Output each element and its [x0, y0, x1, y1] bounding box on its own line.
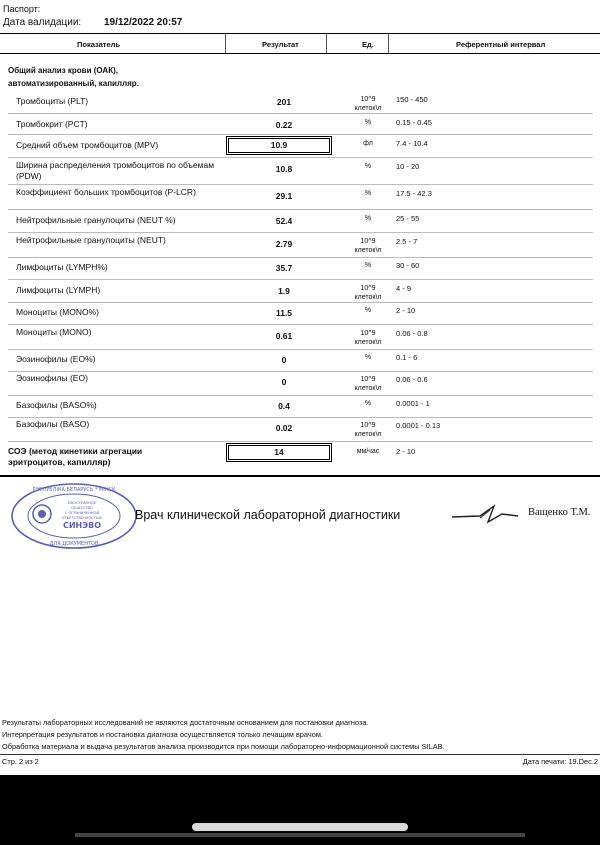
- column-divider: [225, 34, 226, 53]
- row-value: 0.22: [275, 120, 293, 130]
- row-value: 29.1: [275, 191, 293, 201]
- row-ref: 0.0001 - 1: [396, 399, 430, 408]
- row-unit: %: [364, 354, 372, 361]
- row-value: 2.79: [275, 239, 293, 249]
- table-row: [8, 257, 593, 280]
- esr-name-line1: СОЭ (метод кинетики агрегации: [8, 446, 143, 456]
- print-date: Дата печати: 19.Dec.2: [522, 757, 598, 766]
- stamp-image: [10, 482, 138, 550]
- table-row: [8, 349, 593, 372]
- table-row: [8, 158, 593, 185]
- row-name: Базофилы (BASO%): [16, 400, 97, 410]
- row-name: Лимфоциты (LYMPH): [16, 285, 101, 295]
- row-ref: 0.15 - 0.45: [396, 118, 432, 127]
- esr-row: [8, 443, 593, 473]
- validation-label: Дата валидации:: [3, 17, 82, 28]
- row-name: Средний объем тромбоцитов (MPV): [16, 140, 159, 150]
- row-ref: 0.1 - 6: [396, 353, 418, 362]
- row-ref: 10 - 20: [396, 162, 420, 171]
- row-name: Моноциты (MONO): [16, 327, 92, 337]
- home-indicator[interactable]: [192, 823, 408, 831]
- row-unit: фл: [363, 140, 373, 147]
- table-row: [8, 233, 593, 258]
- stamp-inner-line2: ОБЩЕСТВО: [71, 506, 93, 510]
- validation-date: 19/12/2022 20:57: [103, 17, 183, 28]
- section-title-line2: автоматизированный, капилляр.: [8, 79, 139, 88]
- table-row: [8, 302, 593, 325]
- note-line: Результаты лабораторных исследований не являются достаточным основанием для постановки диагноза.: [2, 718, 369, 727]
- row-unit: %: [364, 119, 372, 126]
- row-value: 10.8: [275, 164, 293, 174]
- row-unit: 10^9 клеток\л: [354, 330, 382, 346]
- stamp-brand: СИНЭВО: [62, 521, 102, 530]
- table-row: [8, 210, 593, 233]
- column-result: Результат: [262, 40, 299, 49]
- table-row: [8, 91, 593, 114]
- esr-value: 14: [228, 445, 330, 460]
- row-unit: %: [364, 163, 372, 170]
- table-row: [8, 371, 593, 396]
- esr-name-line2: эритроцитов, капилляр): [8, 457, 111, 467]
- page-number: Стр. 2 из 2: [2, 757, 39, 766]
- stamp-arc-top: РЭСПУБЛІКА БЕЛАРУСЬ * МІНСК: [32, 487, 116, 493]
- row-ref: 150 - 450: [396, 95, 428, 104]
- stamp-inner-line3: С ОГРАНИЧЕННОЙ: [64, 511, 100, 515]
- row-ref: 4 - 9: [396, 284, 412, 293]
- row-unit: %: [364, 215, 372, 222]
- row-name: Тромбокрит (PCT): [16, 119, 88, 129]
- row-unit: %: [364, 307, 372, 314]
- row-value: 0: [281, 377, 287, 387]
- column-unit: Ед.: [362, 40, 374, 49]
- row-ref: 25 - 55: [396, 214, 420, 223]
- table-row: [8, 395, 593, 418]
- stamp-inner-line4: ОТВЕТСТВЕННОСТЬЮ: [61, 516, 103, 520]
- row-name: Ширина распределения тромбоцитов по объемам (PDW): [16, 160, 215, 181]
- table-row: [8, 417, 593, 442]
- row-ref: 17.5 - 42.3: [396, 189, 432, 198]
- row-name: Тромбоциты (PLT): [16, 96, 89, 106]
- row-value: 35.7: [275, 263, 293, 273]
- passport-label: Паспорт:: [3, 4, 41, 14]
- table-header: [0, 33, 600, 54]
- row-name: Лимфоциты (LYMPH%): [16, 262, 108, 272]
- row-name: Базофилы (BASO): [16, 419, 90, 429]
- esr-name: [8, 446, 142, 468]
- row-ref: 0.06 - 0.6: [396, 375, 428, 384]
- table-row: [8, 185, 593, 210]
- row-value: 11.5: [275, 308, 293, 318]
- table-row: [8, 280, 593, 303]
- row-unit: 10^9 клеток\л: [354, 238, 382, 254]
- signer-name: Ващенко Т.М.: [528, 507, 591, 518]
- row-ref: 30 - 60: [396, 261, 420, 270]
- row-value: 0.4: [278, 401, 290, 411]
- column-reference: Референтный интервал: [456, 40, 546, 49]
- stamp-bottom: ДЛЯ ДОКУМЕНТОВ: [49, 541, 99, 547]
- stamp-inner-line1: ИНОСТРАННОЕ: [67, 501, 97, 505]
- page-footer: [2, 757, 598, 766]
- row-ref: 0.06 - 0.8: [396, 329, 428, 338]
- row-value: 0.02: [275, 423, 293, 433]
- table-row: [8, 114, 593, 135]
- scroll-track: [75, 833, 525, 837]
- row-value: 0: [281, 355, 287, 365]
- row-name: Коэффициент больших тромбоцитов (P-LCR): [16, 187, 196, 197]
- table-row: [8, 325, 593, 350]
- disclaimer-notes: [2, 717, 445, 753]
- esr-unit: мм/час: [356, 448, 380, 455]
- column-indicator: Показатель: [77, 40, 121, 49]
- row-value: 0.61: [275, 331, 293, 341]
- column-divider: [326, 34, 327, 53]
- row-value: 201: [276, 97, 292, 107]
- validation-line: [3, 17, 182, 28]
- column-divider: [388, 34, 389, 53]
- doctor-title: Врач клинической лабораторной диагностики: [135, 508, 401, 522]
- row-ref: 2.5 - 7: [396, 237, 418, 246]
- signature-image: [450, 492, 520, 532]
- note-line: Обработка материала и выдача результатов анализа производится при помощи лабораторно-информационной системы SILAB.: [2, 742, 445, 751]
- row-unit: %: [364, 400, 372, 407]
- row-ref: 7.4 - 10.4: [396, 139, 428, 148]
- row-ref: 2 - 10: [396, 306, 416, 315]
- row-name: Эозинофилы (EO%): [16, 354, 96, 364]
- row-unit: %: [364, 262, 372, 269]
- table-row: [8, 135, 593, 158]
- footer-divider: [0, 754, 600, 755]
- esr-ref: 2 - 10: [396, 447, 416, 456]
- note-line: Интерпретация результатов и постановка диагноза осуществляется только лечащим врачом.: [2, 730, 323, 739]
- row-name: Моноциты (MONO%): [16, 307, 99, 317]
- row-unit: 10^9 клеток\л: [354, 376, 382, 392]
- row-unit: 10^9 клеток\л: [354, 96, 382, 112]
- section-title: [8, 64, 139, 90]
- row-ref: 0.0001 - 0.13: [396, 421, 441, 430]
- row-name: Нейтрофильные гранулоциты (NEUT): [16, 235, 166, 245]
- row-unit: 10^9 клеток\л: [354, 422, 382, 438]
- row-unit: %: [364, 190, 372, 197]
- section-title-line1: Общий анализ крови (ОАК),: [8, 66, 118, 75]
- row-value: 52.4: [275, 216, 293, 226]
- divider: [0, 475, 600, 477]
- row-value: 1.9: [278, 286, 290, 296]
- row-value: 10.9: [228, 138, 330, 153]
- row-unit: 10^9 клеток\л: [354, 285, 382, 301]
- row-name: Нейтрофильные гранулоциты (NEUT %): [16, 215, 176, 225]
- row-name: Эозинофилы (EO): [16, 373, 88, 383]
